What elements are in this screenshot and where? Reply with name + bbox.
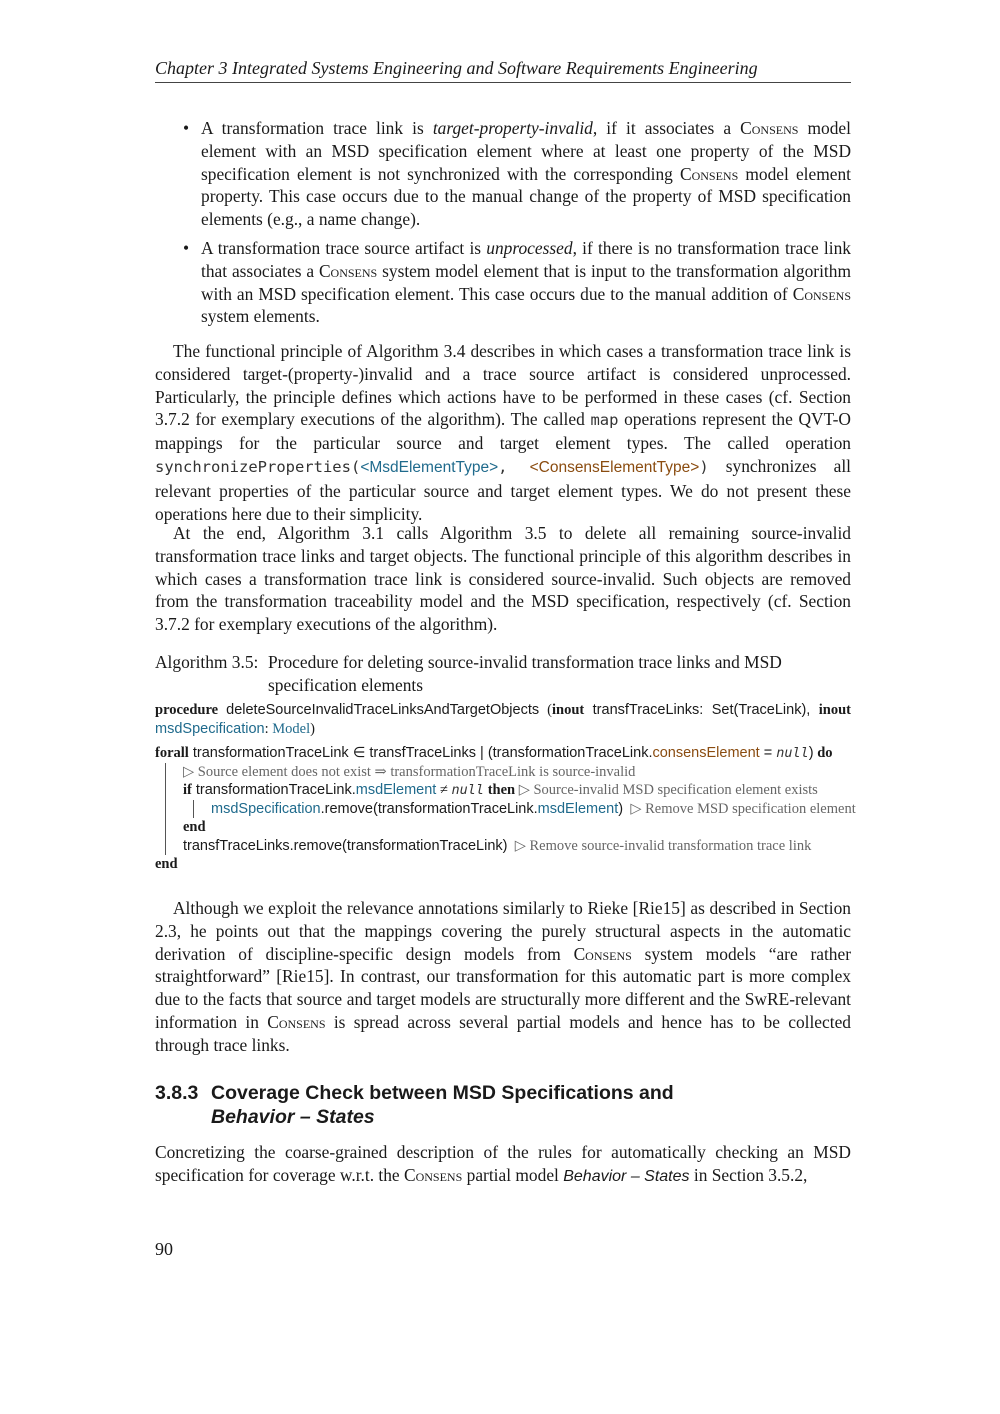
algo-end-forall: end [155,856,178,872]
algo-end-if: end [183,819,206,835]
algo-forall-body [165,763,856,856]
paragraph-functional-principle: The functional principle of Algorithm 3.4 describes in which cases a transformation trace link is considered target-(property-)invalid and a trace source artifact is considered unprocessed. Particularly, the principle defines which actions have to be performed in these cases (cf. Section 3.7.2 for exemplary executions of the algorithm). The called map operations represent the QVT-O mappings for the particular source and target element types. The called operation synchronizeProperties(<MsdElementType>, <ConsensElementType>) synchronizes all relevant properties of the particular source and target element types. We do not present these operations here due to their simplicity. [155,341,851,524]
algo-if-line: if transformationTraceLink.msdElement ≠ null then ▷ Source-invalid MSD specification element exists [183,782,818,798]
paragraph-coverage-check: Concretizing the coarse-grained description of the rules for automatically checking an MSD specification for coverage w.r.t. the Consens partial model Behavior – States in Section 3.5.2, [155,1142,851,1185]
section-heading: 3.8.3 Coverage Check between MSD Specifications and Behavior – States [155,1082,674,1128]
running-header: Chapter 3 Integrated Systems Engineering and Software Requirements Engineering [155,58,851,83]
bullet-target-property-invalid: • A transformation trace link is target-property-invalid, if it associates a Consens model element with an MSD specification element where at least one property of the MSD specification element is not synchronized with the corresponding Consens model element property. This case occurs due to the manual change of the property of MSD specification elements (e.g., a name change). [155,117,851,231]
page-number: 90 [155,1239,173,1259]
algo-forall-line: forall transformationTraceLink ∈ transfTraceLinks | (transformationTraceLink.consensElement = null) do [155,745,833,761]
algo-comment-source: ▷ Source element does not exist ⇒ transformationTraceLink is source-invalid [183,763,636,780]
algo-remove-msd-line: msdSpecification.remove(transformationTraceLink.msdElement) ▷ Remove MSD specification element [211,800,856,817]
bullet-list [155,117,851,334]
algo-if-body [193,800,856,819]
algorithm-caption: Algorithm 3.5: Procedure for deleting source-invalid transformation trace links and MSD specification elements [155,652,782,695]
algorithm-listing [155,701,856,874]
algo-procedure-signature: procedure deleteSourceInvalidTraceLinksAndTargetObjects (inout transfTraceLinks: Set(TraceLink), inout msdSpecification: Model) [155,702,851,737]
paragraph-relevance-annotations: Although we exploit the relevance annotations similarly to Rieke [Rie15] as described in Section 2.3, he points out that the mappings covering the purely structural aspects in the automatic derivation of discipline-specific design models from Consens system models “are rather straightforward” [Rie15]. In contrast, our transformation for this automatic part is more complex due to the facts that source and target models are structurally more different and the SwRE-relevant information in Consens is spread across several partial models and hence has to be collected through trace links. [155,898,851,1055]
algo-remove-link-line: transfTraceLinks.remove(transformationTraceLink) ▷ Remove source-invalid transformation trace link [183,837,812,854]
paragraph-delete-algorithm: At the end, Algorithm 3.1 calls Algorithm 3.5 to delete all remaining source-invalid transformation trace links and target objects. The functional principle of this algorithm describes in which cases a transformation trace link is considered source-invalid. Such objects are removed from the transformation traceability model and the MSD specification, respectively (cf. Section 3.7.2 for exemplary executions of the algorithm). [155,523,851,635]
bullet-unprocessed: • A transformation trace source artifact is unprocessed, if there is no transformation trace link that associates a Consens system model element that is input to the transformation algorithm with an MSD specification element. This case occurs due to the manual addition of Consens system elements. [155,237,851,328]
